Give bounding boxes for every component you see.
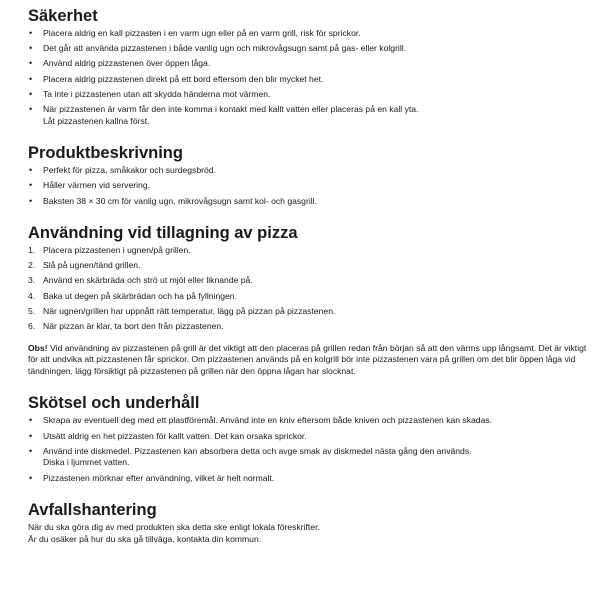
list-item: • Skrapa av eventuell deg med ett plastföremål. Använd inte en kniv eftersom både kniven och pizzastenen kan skadas. (28, 415, 594, 427)
list-item: • Använd aldrig pizzastenen över öppen låga. (28, 58, 594, 70)
step-item: 4. Baka ut degen på skärbrädan och ha på fyllningen. (28, 290, 237, 301)
product-title: Produktbeskrivning (28, 144, 183, 163)
step-item: 3. Använd en skärbräda och strö ut mjöl eller liknande på. (28, 275, 253, 286)
list-item: • Det går att använda pizzastenen i både vanlig ugn och mikrovågsugn samt på gas- eller kolgrill. (28, 43, 594, 55)
care-list (28, 415, 594, 484)
safety-section (28, 6, 594, 127)
list-item: • Ta inte i pizzastenen utan att skydda händerna mot värmen. (28, 89, 594, 101)
usage-note (28, 343, 594, 378)
disposal-line: När du ska göra dig av med produkten ska detta ske enligt lokala föreskrifter. (28, 522, 320, 533)
manual-page (28, 6, 594, 545)
care-title: Skötsel och underhåll (28, 394, 200, 413)
list-item: • Perfekt för pizza, småkakor och surdegsbröd. (28, 165, 594, 177)
product-section (28, 143, 594, 207)
disposal-section (28, 500, 594, 545)
note-text: Vid användning av pizzastenen på grill är det viktigt att den placeras på grillen redan från början så att den värms upp långsamt. Det är viktigt för att undvika att pizzastenen får sprickor. Om pizzastenen används på en kolgrill bör inte pizzastenen vara på grillen om det blir öppen låga vid tändningen, lägg försiktigt på pizzastenen på grillen när den öppna lågan har slocknat. (28, 342, 587, 376)
list-item: • När pizzastenen är varm får den inte komma i kontakt med kallt vatten eller placeras på en kall yta. Låt pizzastenen kallna först. (28, 104, 594, 127)
step-item: 5. När ugnen/grillen har uppnått rätt temperatur, lägg på pizzan på pizzastenen. (28, 305, 336, 316)
note-label: Obs! (28, 342, 48, 353)
usage-steps (28, 245, 594, 333)
step-item: 1. Placera pizzastenen i ugnen/på grillen. (28, 245, 191, 256)
care-section (28, 393, 594, 484)
list-item: • Placera aldrig en kall pizzasten i en varm ugn eller på en varm grill, risk för sprickor. (28, 28, 594, 40)
list-item: • Håller värmen vid servering. (28, 180, 594, 192)
usage-title: Användning vid tillagning av pizza (28, 224, 298, 243)
disposal-title: Avfallshantering (28, 501, 157, 520)
list-item: • Utsätt aldrig en het pizzasten för kallt vatten. Det kan orsaka sprickor. (28, 431, 594, 443)
list-item: • Pizzastenen mörknar efter användning, vilket är helt normalt. (28, 473, 594, 485)
product-list (28, 165, 594, 207)
list-item: • Placera aldrig pizzastenen direkt på ett bord eftersom den blir mycket het. (28, 74, 594, 86)
list-item: • Använd inte diskmedel. Pizzastenen kan absorbera detta och avge smak av diskmedel nästa gång den används. Diska i ljummet vatten. (28, 446, 594, 469)
safety-list (28, 28, 594, 127)
step-item: 6. När pizzan är klar, ta bort den från pizzastenen. (28, 321, 224, 332)
safety-title: Säkerhet (28, 7, 98, 25)
usage-section (28, 223, 594, 377)
list-item: • Baksten 38 × 30 cm för vanlig ugn, mikrovågsugn samt kol- och gasgrill. (28, 196, 594, 208)
disposal-line: Är du osäker på hur du ska gå tillväga, kontakta din kommun. (28, 533, 262, 544)
step-item: 2. Slå på ugnen/tänd grillen. (28, 260, 141, 271)
